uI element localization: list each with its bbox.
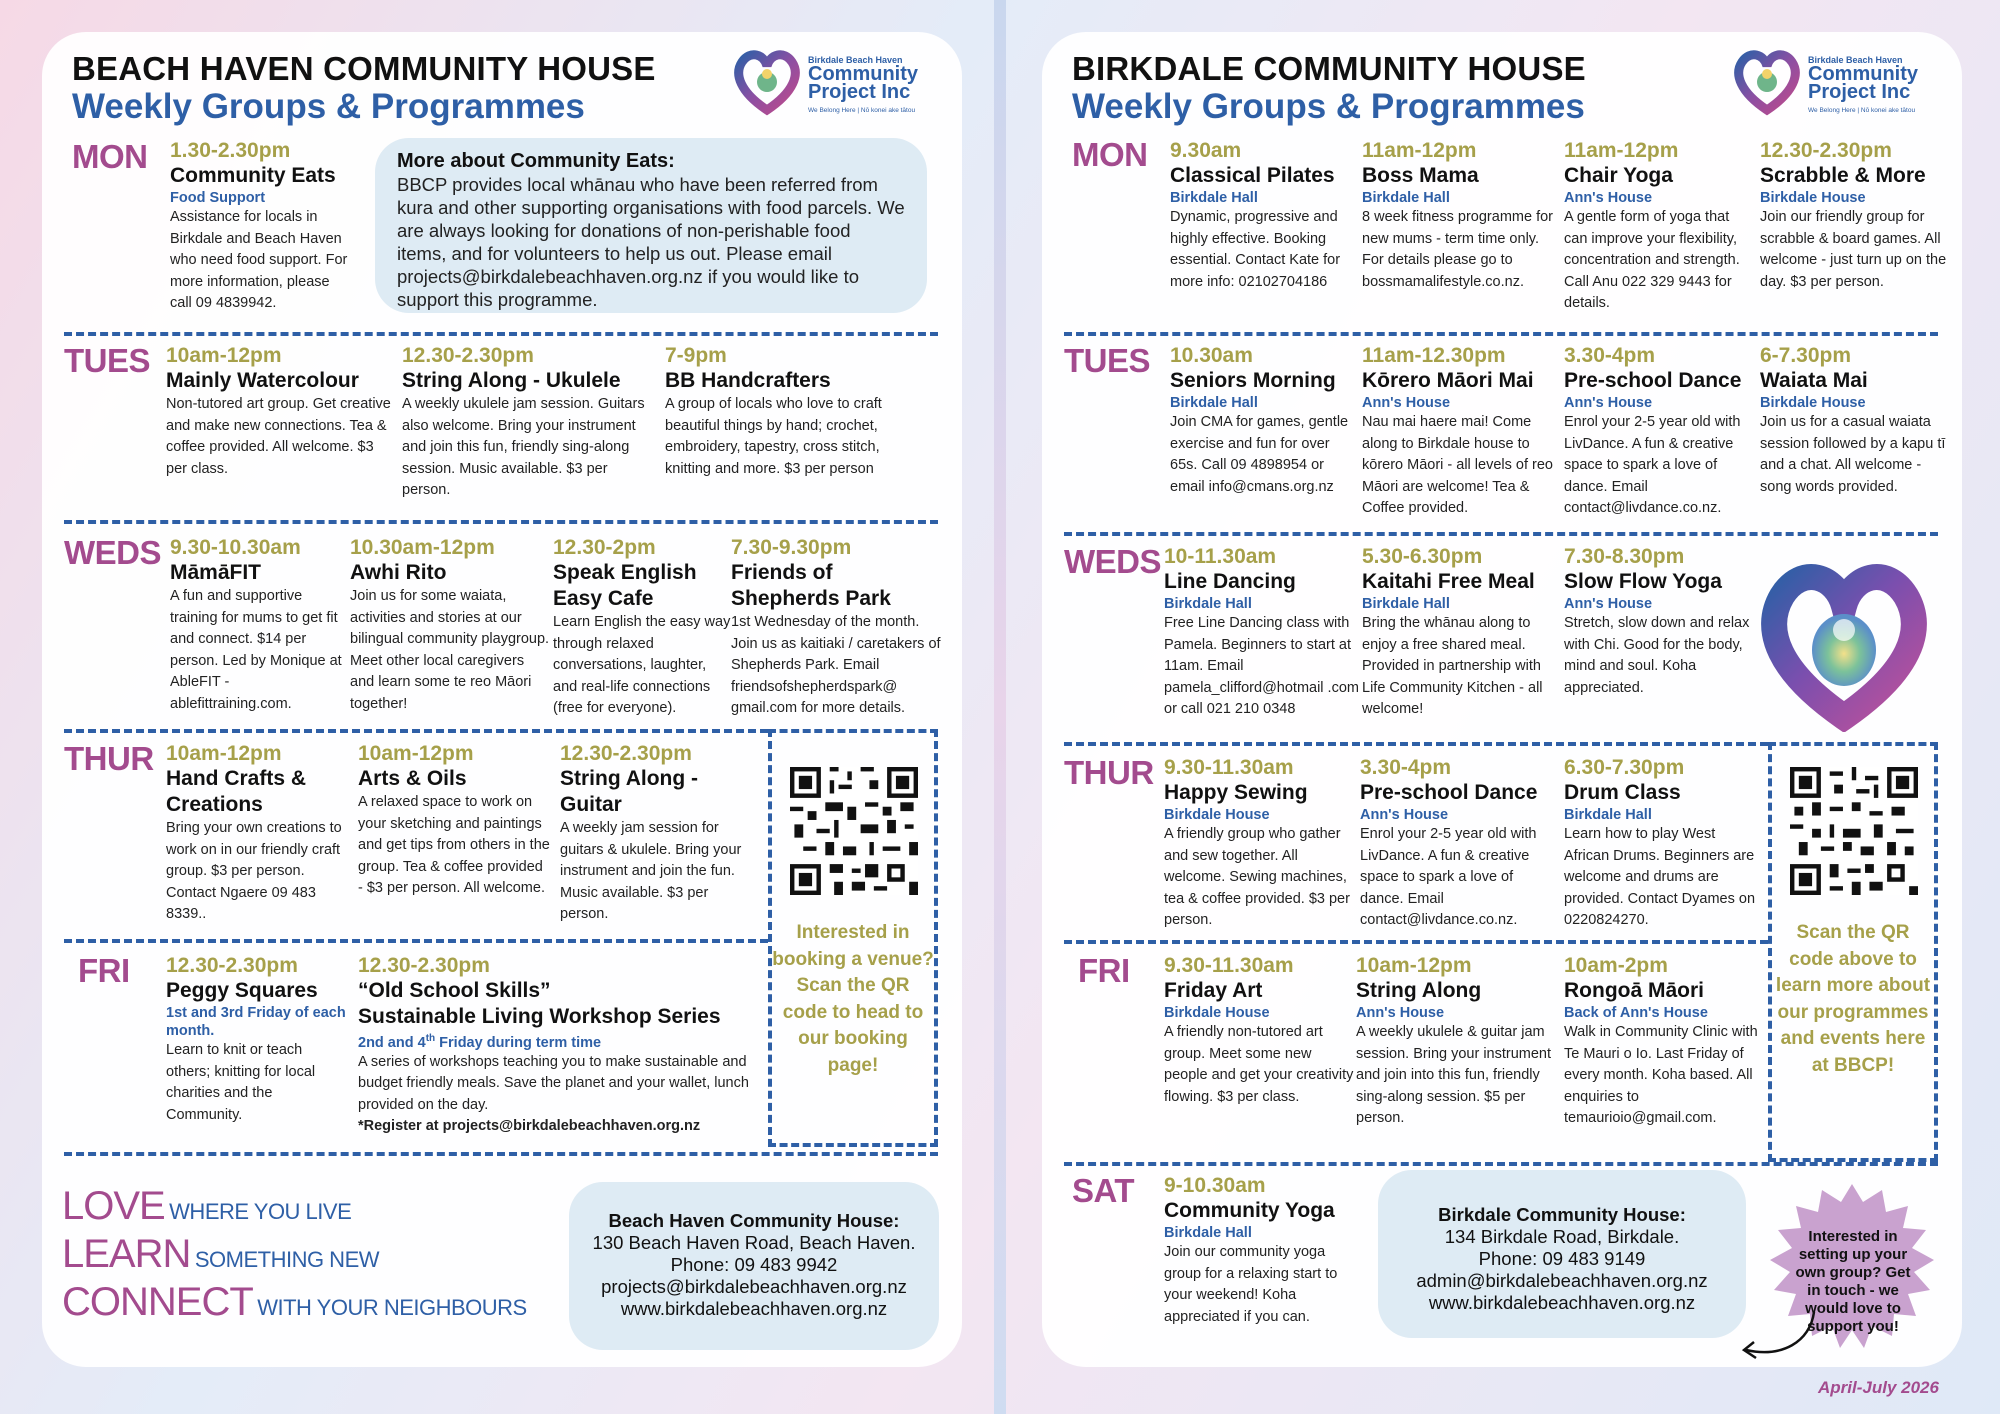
- section-divider: [64, 939, 768, 943]
- event-location: Birkdale Hall: [1362, 190, 1450, 206]
- event-time: 10am-12pm: [166, 344, 282, 367]
- section-divider: [64, 520, 938, 524]
- event-description: A group of locals who love to craft beautiful things by hand; crochet, embroidery, tapestry, cross stitch, knitting and more. $3 per person: [665, 396, 882, 477]
- event-name: Scrabble & More: [1760, 164, 1926, 187]
- event-location: Ann's House: [1356, 1005, 1445, 1021]
- event-description: A weekly ukulele jam session. Guitars also welcome. Bring your instrument and join this fun, friendly sing-along session. Music available. $3 per person.: [402, 396, 645, 498]
- curved-arrow-icon: [1732, 1308, 1822, 1368]
- event-time: 1.30-2.30pm: [170, 139, 291, 162]
- address-website[interactable]: www.birkdalebeachhaven.org.nz: [1428, 1292, 1696, 1313]
- event-time: 12.30-2.30pm: [166, 954, 298, 977]
- day-label-thur: THUR: [64, 740, 154, 777]
- birkdale-address-bubble: [1378, 1170, 1746, 1338]
- event-description: A friendly group who gather and sew together. All welcome. Sewing machines, tea & coffee provided. $3 per person.: [1164, 826, 1350, 928]
- loc-sup: th: [425, 1033, 436, 1044]
- event-location: Birkdale House: [1164, 807, 1270, 823]
- event-hand-crafts: [166, 742, 351, 926]
- event-scrabble-and-more: [1760, 139, 1950, 293]
- section-divider: [1064, 1162, 1938, 1166]
- event-arts-and-oils: [358, 742, 551, 900]
- event-location: 1st and 3rd Friday of each month.: [166, 1005, 346, 1039]
- event-description: Join our friendly group for scrabble & board games. All welcome - just turn up on the day. $3 per person.: [1760, 209, 1947, 290]
- event-description: 8 week fitness programme for new mums - term time only. For details please go to bossmamalifestyle.co.nz.: [1362, 209, 1553, 290]
- event-boss-mama: [1362, 139, 1557, 293]
- event-name: Pre-school Dance: [1360, 781, 1538, 804]
- event-name: Mainly Watercolour: [166, 369, 359, 392]
- logo-line2: Project Inc: [1808, 81, 1911, 103]
- event-name: String Along: [1356, 979, 1482, 1002]
- event-old-school-skills: [358, 954, 758, 1138]
- event-name: Hand Crafts & Creations: [166, 767, 307, 816]
- logo-tagline: We Belong Here | Nō konei ake tātou: [1808, 107, 1916, 114]
- heart-family-icon: [730, 44, 804, 118]
- event-name: Community Yoga: [1164, 1199, 1335, 1222]
- event-name: Chair Yoga: [1564, 164, 1673, 187]
- event-time: 10-11.30am: [1164, 545, 1277, 568]
- event-pre-school-dance-tues: [1564, 344, 1758, 520]
- event-description: A gentle form of yoga that can improve your flexibility, concentration and strength. Call Anu 022 329 9443 for details.: [1564, 209, 1740, 311]
- event-name: Pre-school Dance: [1564, 369, 1742, 392]
- tagline-love: [62, 1184, 351, 1229]
- event-time: 10am-12pm: [166, 742, 282, 765]
- event-happy-sewing: [1164, 756, 1359, 932]
- event-name: Peggy Squares: [166, 979, 318, 1002]
- section-divider: [64, 729, 768, 733]
- event-awhi-rito: [350, 536, 550, 715]
- event-time: 5.30-6.30pm: [1362, 545, 1483, 568]
- programmes-qr-code[interactable]: [1790, 767, 1918, 895]
- event-time: 7.30-8.30pm: [1564, 545, 1685, 568]
- address-phone: Phone: 09 483 9942: [670, 1254, 838, 1275]
- event-location: [358, 1030, 758, 1052]
- event-seniors-morning: [1170, 344, 1360, 498]
- event-description: Enrol your 2-5 year old with LivDance. A fun & creative space to spark a love of dance. Email contact@livdance.co.nz.: [1564, 414, 1741, 516]
- event-description: Enrol your 2-5 year old with LivDance. A fun & creative space to spark a love of dance. Email contact@livdance.co.nz.: [1360, 826, 1537, 928]
- address-website[interactable]: www.birkdalebeachhaven.org.nz: [620, 1298, 888, 1319]
- event-peggy-squares: [166, 954, 346, 1126]
- event-description: A relaxed space to work on your sketching and paintings and get tips from others in the group. Tea & coffee provided - $3 per person. All welcome.: [358, 794, 550, 896]
- section-divider: [1064, 532, 1938, 536]
- event-name: Happy Sewing: [1164, 781, 1308, 804]
- event-description: Dynamic, progressive and highly effective. Booking essential. Contact Kate for more info: 02102704186: [1170, 209, 1341, 290]
- day-label-weds: WEDS: [64, 534, 161, 571]
- section-divider: [1064, 742, 1768, 746]
- page-gutter: [994, 0, 1006, 1414]
- event-time: 6.30-7.30pm: [1564, 756, 1685, 779]
- tagline-learn: [62, 1232, 379, 1277]
- address-block: [579, 1210, 929, 1320]
- event-location: Birkdale House: [1164, 1005, 1270, 1021]
- event-location: Ann's House: [1360, 807, 1449, 823]
- logo-small-text: Birkdale Beach Haven: [808, 55, 903, 65]
- section-divider: [64, 332, 938, 336]
- address-street: 130 Beach Haven Road, Beach Haven.: [592, 1232, 916, 1253]
- event-location: Ann's House: [1564, 596, 1653, 612]
- logo-tagline: We Belong Here | Nō konei ake tātou: [808, 107, 916, 114]
- event-korero-maori-mai: [1362, 344, 1560, 520]
- event-kaitahi-free-meal: [1362, 545, 1560, 721]
- event-waiata-mai: [1760, 344, 1950, 498]
- event-name: BB Handcrafters: [665, 369, 831, 392]
- event-location: Birkdale Hall: [1170, 190, 1258, 206]
- event-location: Birkdale Hall: [1362, 596, 1450, 612]
- section-divider: [64, 1152, 938, 1156]
- bubble-text: BBCP provides local whānau who have been referred from kura and other supporting organisations with food parcels. We are always looking for donations of non-perishable food items, and for volunteers to help us out. Please email projects@birkdalebeachhaven.org.nz if you would like to support this programme.: [397, 174, 905, 310]
- event-name-line2: Sustainable Living Workshop Series: [358, 1005, 721, 1028]
- event-description: Walk in Community Clinic with Te Mauri o Io. Last Friday of every month. Koha based. All enquiries to temaurioio@gmail.com.: [1564, 1024, 1758, 1126]
- event-description: A fun and supportive training for mums to get fit and connect. $14 per person. Led by Monique at AbleFIT - ablefittraining.com.: [170, 588, 342, 712]
- day-label-fri: FRI: [78, 952, 130, 989]
- event-time: 12.30-2pm: [553, 536, 656, 559]
- event-name: Awhi Rito: [350, 561, 447, 584]
- loc-text: 2nd and 4: [358, 1034, 426, 1051]
- event-time: 10.30am: [1170, 344, 1253, 367]
- event-description: Assistance for locals in Birkdale and Beach Haven who need food support. For more information, please call 09 4839942.: [170, 209, 348, 311]
- event-location: Food Support: [170, 190, 266, 206]
- event-location: Birkdale House: [1760, 395, 1866, 411]
- day-label-tues: TUES: [64, 342, 151, 379]
- event-time: 12.30-2.30pm: [560, 742, 692, 765]
- event-name: Seniors Morning: [1170, 369, 1336, 392]
- event-name: String Along - Ukulele: [402, 369, 621, 392]
- address-block: [1386, 1204, 1738, 1314]
- event-location: Birkdale Hall: [1170, 395, 1258, 411]
- day-label-mon: MON: [1072, 136, 1148, 173]
- event-time: 11am-12.30pm: [1362, 344, 1506, 367]
- event-name: Classical Pilates: [1170, 164, 1335, 187]
- event-name: Speak English Easy Cafe: [553, 561, 697, 610]
- event-string-along-guitar: [560, 742, 745, 926]
- event-community-yoga: [1164, 1174, 1364, 1328]
- programmes-qr-caption: Scan the QR code above to learn more about our programmes and events here at BBCP!: [1775, 922, 1931, 1076]
- event-name: Friends of Shepherds Park: [731, 561, 891, 610]
- logo-line1: Community: [808, 63, 918, 85]
- tagline-small: SOMETHING NEW: [194, 1247, 380, 1272]
- tagline-small: WHERE YOU LIVE: [169, 1199, 352, 1224]
- event-description: Bring your own creations to work on in our friendly craft group. $3 per person. Contact Ngaere 09 483 8339..: [166, 820, 342, 922]
- event-time: 9.30am: [1170, 139, 1242, 162]
- day-label-tues: TUES: [1064, 342, 1151, 379]
- event-description: A weekly jam session for guitars & ukulele. Bring your instrument and join the fun. Music available. $3 per person.: [560, 820, 742, 922]
- event-time: 11am-12pm: [1564, 139, 1679, 162]
- event-classical-pilates: [1170, 139, 1360, 293]
- event-drum-class: [1564, 756, 1762, 932]
- event-rongoa-maori: [1564, 954, 1762, 1130]
- event-time: 10am-12pm: [358, 742, 474, 765]
- event-time: 10am-2pm: [1564, 954, 1668, 977]
- tagline-big: LOVE: [62, 1184, 165, 1228]
- event-mainly-watercolour: [166, 344, 391, 480]
- event-name: String Along - Guitar: [560, 767, 699, 816]
- event-community-eats: [170, 139, 350, 315]
- event-description: A friendly non-tutored art group. Meet some new people and get your creativity flowing. $3 per class.: [1164, 1024, 1354, 1105]
- tagline-connect: [62, 1280, 527, 1325]
- event-name: Arts & Oils: [358, 767, 467, 790]
- address-phone: Phone: 09 483 9149: [1478, 1248, 1646, 1269]
- event-description: Learn how to play West African Drums. Beginners are welcome and drums are provided. Contact Dyames on 0220824270.: [1564, 826, 1756, 928]
- event-name: Drum Class: [1564, 781, 1681, 804]
- event-string-along-ukulele: [402, 344, 652, 502]
- heart-family-icon: [1730, 44, 1804, 118]
- event-name: “Old School Skills”: [358, 979, 551, 1002]
- event-location: Birkdale Hall: [1564, 807, 1652, 823]
- event-location: Birkdale House: [1760, 190, 1866, 206]
- tagline-big: LEARN: [62, 1232, 191, 1276]
- event-description: 1st Wednesday of the month. Join us as kaitiaki / caretakers of Shepherds Park. Email friendsofshepherdspark@ gmail.com for more details.: [731, 614, 941, 716]
- event-description: A weekly ukulele & guitar jam session. Bring your instrument and join into this fun, friendly sing-along session. $5 per person.: [1356, 1024, 1552, 1126]
- event-friends-of-shepherds-park: [731, 536, 943, 720]
- event-name: Slow Flow Yoga: [1564, 570, 1722, 593]
- event-time: 9.30-10.30am: [170, 536, 301, 559]
- event-time: 12.30-2.30pm: [1760, 139, 1892, 162]
- event-time: 12.30-2.30pm: [402, 344, 534, 367]
- event-description: Join us for a casual waiata session followed by a kapu tī and a chat. All welcome - song words provided.: [1760, 414, 1946, 495]
- event-time: 10.30am-12pm: [350, 536, 495, 559]
- tagline-big: CONNECT: [62, 1280, 253, 1324]
- event-name: Community Eats: [170, 164, 336, 187]
- heart-logo-graphic: [1754, 552, 1934, 732]
- event-time: 9.30-11.30am: [1164, 756, 1294, 779]
- page-title: BEACH HAVEN COMMUNITY HOUSE: [72, 50, 656, 87]
- address-title: Beach Haven Community House:: [608, 1210, 900, 1231]
- event-description: Free Line Dancing class with Pamela. Beginners to start at 11am. Email pamela_clifford@hotmail .com or call 021 210 0348: [1164, 615, 1359, 717]
- event-time: 7-9pm: [665, 344, 727, 367]
- event-description: Bring the whānau along to enjoy a free shared meal. Provided in partnership with Life Community Kitchen - all welcome!: [1362, 615, 1543, 717]
- event-time: 10am-12pm: [1356, 954, 1472, 977]
- bbcp-logo: [730, 44, 930, 124]
- section-divider: [1064, 940, 1768, 944]
- section-divider: [1064, 332, 1938, 336]
- event-speak-english: [553, 536, 731, 720]
- event-description: A series of workshops teaching you to make sustainable and budget friendly meals. Save the planet and your wallet, lunch provided on the day.: [358, 1053, 749, 1113]
- event-string-along-fri: [1356, 954, 1556, 1130]
- event-location: Birkdale Hall: [1164, 596, 1252, 612]
- event-location: Birkdale Hall: [1164, 1225, 1252, 1241]
- event-chair-yoga: [1564, 139, 1754, 315]
- page-title: BIRKDALE COMMUNITY HOUSE: [1072, 50, 1586, 87]
- event-name: MāmāFIT: [170, 561, 262, 584]
- event-name: Boss Mama: [1362, 164, 1479, 187]
- event-time: 9-10.30am: [1164, 1174, 1266, 1197]
- bbcp-logo: [1730, 44, 1930, 124]
- booking-qr-caption: Interested in booking a venue? Scan the QR code to head to our booking page!: [772, 922, 934, 1076]
- day-label-mon: MON: [72, 138, 148, 175]
- footer-date: April-July 2026: [1818, 1378, 1939, 1397]
- event-time: 7.30-9.30pm: [731, 536, 852, 559]
- event-location: Ann's House: [1362, 395, 1451, 411]
- tagline-small: WITH YOUR NEIGHBOURS: [257, 1295, 527, 1320]
- event-description: Nau mai haere mai! Come along to Birkdale house to kōrero Māori - all levels of reo Māori are welcome! Tea & Coffee provided.: [1362, 414, 1553, 516]
- event-time: 3.30-4pm: [1360, 756, 1452, 779]
- address-email[interactable]: projects@birkdalebeachhaven.org.nz: [601, 1276, 907, 1297]
- community-eats-info-bubble: [375, 138, 927, 313]
- logo-line2: Project Inc: [808, 81, 911, 103]
- logo-line1: Community: [1808, 63, 1918, 85]
- event-location: Back of Ann's House: [1564, 1005, 1708, 1021]
- event-register-note: *Register at projects@birkdalebeachhaven.org.nz: [358, 1118, 701, 1135]
- event-line-dancing: [1164, 545, 1362, 721]
- event-description: Join us for some waiata, activities and stories at our bilingual community playgroup. Meet other local caregivers and learn some te reo Māori together!: [350, 588, 550, 712]
- event-slow-flow-yoga: [1564, 545, 1754, 699]
- day-label-fri: FRI: [1078, 952, 1130, 989]
- day-label-thur: THUR: [1064, 754, 1154, 791]
- booking-qr-code[interactable]: [790, 767, 918, 895]
- address-street: 134 Birkdale Road, Birkdale.: [1444, 1226, 1680, 1247]
- page-subtitle: Weekly Groups & Programmes: [1072, 87, 1585, 126]
- event-time: 3.30-4pm: [1564, 344, 1656, 367]
- day-label-sat: SAT: [1072, 1172, 1135, 1209]
- address-email[interactable]: admin@birkdalebeachhaven.org.nz: [1416, 1270, 1708, 1291]
- event-mamafit: [170, 536, 350, 715]
- address-title: Birkdale Community House:: [1438, 1204, 1686, 1225]
- event-description: Join our community yoga group for a relaxing start to your weekend! Koha appreciated if you can.: [1164, 1244, 1338, 1325]
- event-name: Waiata Mai: [1760, 369, 1868, 392]
- birkdale-flyer: [1042, 32, 1962, 1397]
- event-time: 9.30-11.30am: [1164, 954, 1294, 977]
- logo-small-text: Birkdale Beach Haven: [1808, 55, 1903, 65]
- event-name: Line Dancing: [1164, 570, 1296, 593]
- event-location: Ann's House: [1564, 190, 1653, 206]
- event-location: Ann's House: [1564, 395, 1653, 411]
- event-name: Friday Art: [1164, 979, 1263, 1002]
- event-time: 11am-12pm: [1362, 139, 1477, 162]
- event-name: Kaitahi Free Meal: [1362, 570, 1535, 593]
- event-description: Join CMA for games, gentle exercise and fun for over 65s. Call 09 4898954 or email info@cmans.org.nz: [1170, 414, 1349, 495]
- event-name: Rongoā Māori: [1564, 979, 1704, 1002]
- beach-haven-address-bubble: [569, 1182, 939, 1350]
- event-name: Kōrero Māori Mai: [1362, 369, 1534, 392]
- starburst-text: Interested in setting up your own group? Get in touch - we would love to support you!: [1795, 1228, 1911, 1335]
- event-friday-art: [1164, 954, 1354, 1108]
- event-description: Learn English the easy way through relaxed conversations, laughter, and real-life connections (free for everyone).: [553, 614, 731, 716]
- loc-text: Friday during term time: [435, 1034, 602, 1051]
- event-pre-school-dance-thur: [1360, 756, 1558, 932]
- event-time: 6-7.30pm: [1760, 344, 1852, 367]
- bubble-title: More about Community Eats:: [397, 150, 675, 172]
- day-label-weds: WEDS: [1064, 543, 1161, 580]
- event-description: Learn to knit or teach others; knitting for local charities and the Community.: [166, 1042, 316, 1123]
- event-description: Non-tutored art group. Get creative and make new connections. Tea & coffee provided. All welcome. $3 per class.: [166, 396, 391, 477]
- event-bb-handcrafters: [665, 344, 915, 480]
- event-time: 12.30-2.30pm: [358, 954, 490, 977]
- beach-haven-flyer: [42, 32, 962, 1367]
- page-subtitle: Weekly Groups & Programmes: [72, 87, 585, 126]
- event-description: Stretch, slow down and relax with Chi. Good for the body, mind and soul. Koha appreciated.: [1564, 615, 1750, 696]
